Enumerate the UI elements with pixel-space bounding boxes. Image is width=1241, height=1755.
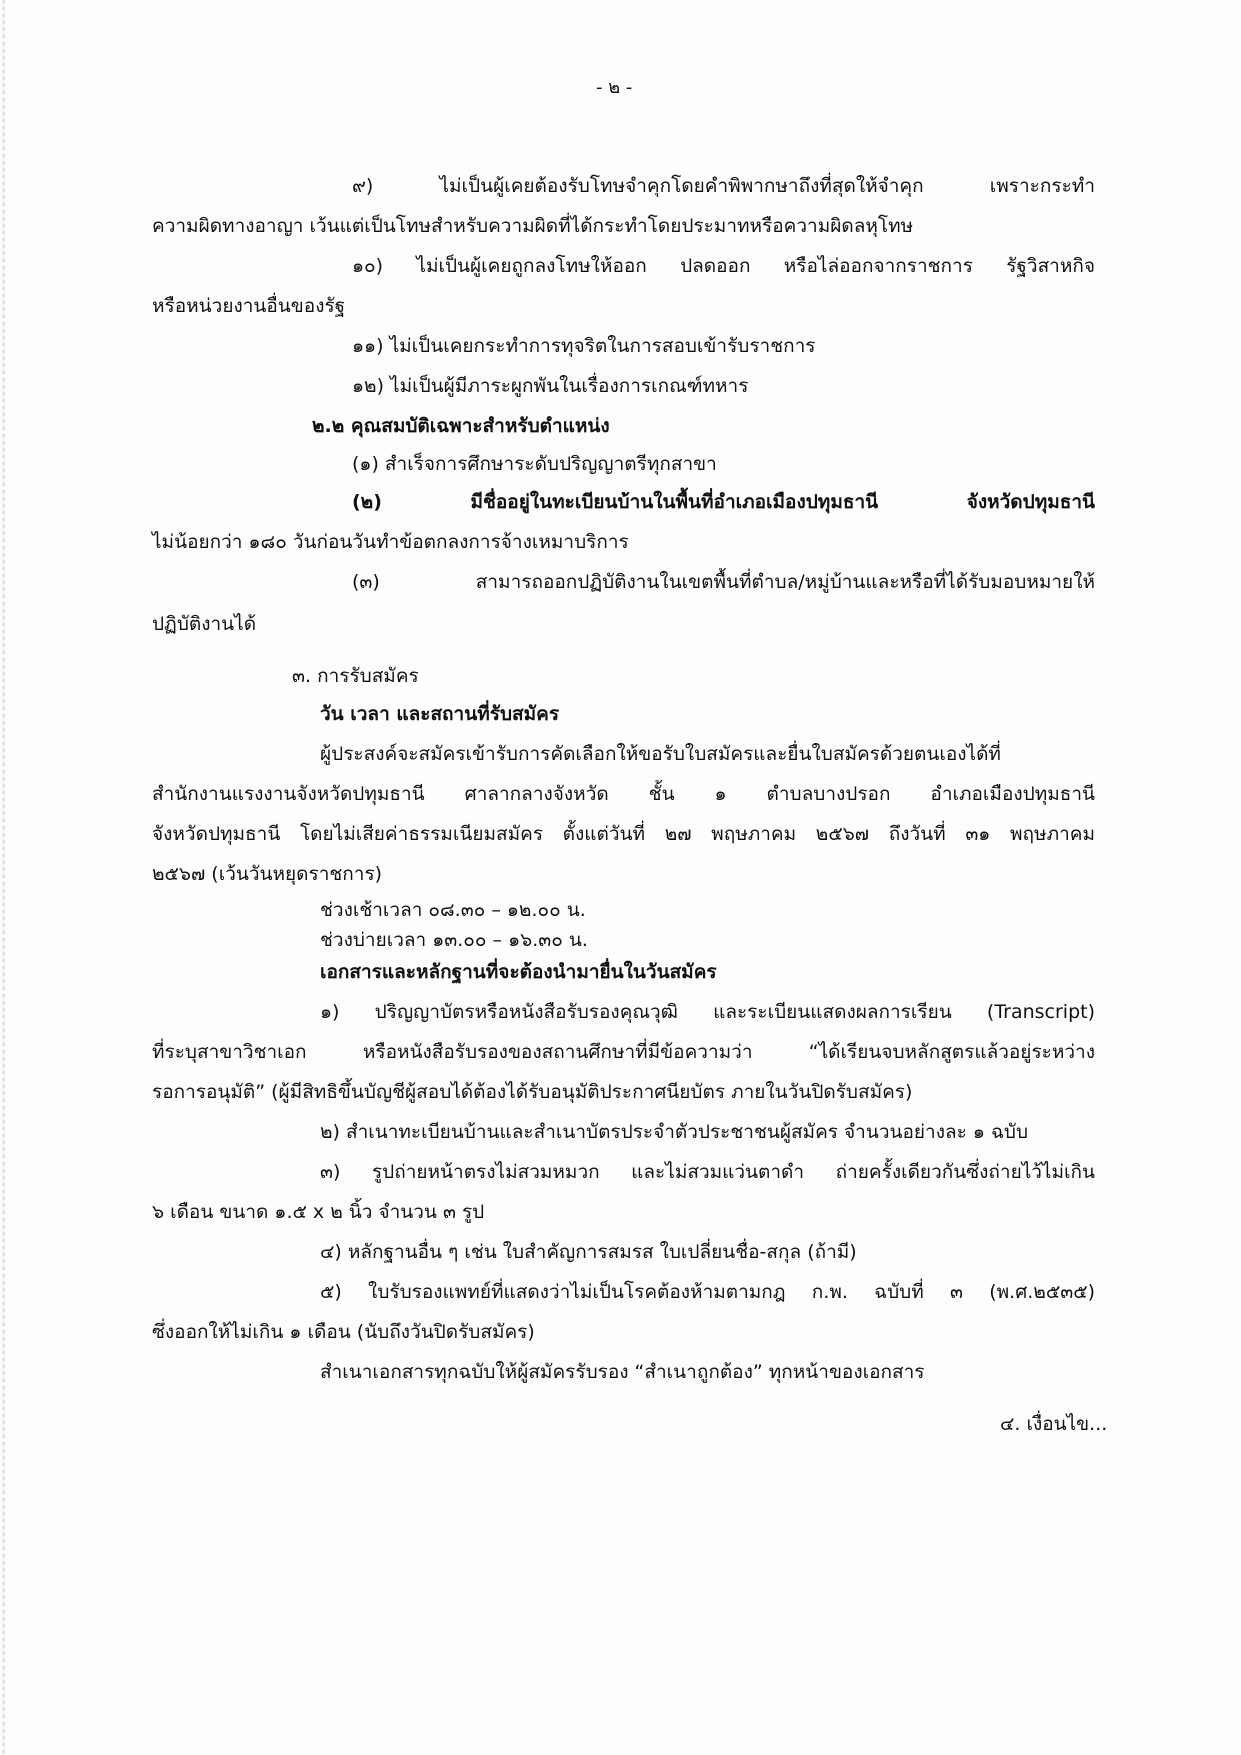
application-paragraph-line1: ผู้ประสงค์จะสมัครเข้ารับการคัดเลือกให้ขอรับใบสมัครและยื่นใบสมัครด้วยตนเองได้ที่ bbox=[320, 743, 1001, 765]
application-paragraph-line4: ๒๕๖๗ (เว้นวันหยุดราชการ) bbox=[152, 863, 383, 885]
document-item-3-line1: ๓) รูปถ่ายหน้าตรงไม่สวมหมวก และไม่สวมแว่นตาดำ ถ่ายครั้งเดียวกันซึ่งถ่ายไว้ไม่เกิน bbox=[320, 1161, 1095, 1183]
afternoon-hours: ช่วงบ่ายเวลา ๑๓.๐๐ – ๑๖.๓๐ น. bbox=[320, 929, 588, 951]
qualification-item-11: ๑๑) ไม่เป็นเคยกระทำการทุจริตในการสอบเข้ารับราชการ bbox=[352, 335, 816, 357]
qualification-item-10-line1: ๑๐) ไม่เป็นผู้เคยถูกลงโทษให้ออก ปลดออก หรือไล่ออกจากราชการ รัฐวิสาหกิจ bbox=[352, 255, 1095, 277]
document-item-5-line2: ซึ่งออกให้ไม่เกิน ๑ เดือน (นับถึงวันปิดรับสมัคร) bbox=[152, 1321, 535, 1343]
qualification-item-10-line2: หรือหน่วยงานอื่นของรัฐ bbox=[152, 295, 346, 317]
document-item-4: ๔) หลักฐานอื่น ๆ เช่น ใบสำคัญการสมรส ใบเปลี่ยนชื่อ-สกุล (ถ้ามี) bbox=[320, 1241, 857, 1263]
document-item-2: ๒) สำเนาทะเบียนบ้านและสำเนาบัตรประจำตัวประชาชนผู้สมัคร จำนวนอย่างละ ๑ ฉบับ bbox=[320, 1121, 1029, 1143]
position-item-2-line1: (๒) มีชื่ออยู่ในทะเบียนบ้านในพื้นที่อำเภอเมืองปทุมธานี จังหวัดปทุมธานี bbox=[352, 491, 1095, 513]
document-item-1-line1: ๑) ปริญญาบัตรหรือหนังสือรับรองคุณวุฒิ และระเบียนแสดงผลการเรียน (Transcript) bbox=[320, 1001, 1095, 1023]
document-item-5-line1: ๕) ใบรับรองแพทย์ที่แสดงว่าไม่เป็นโรคต้องห้ามตามกฎ ก.พ. ฉบับที่ ๓ (พ.ศ.๒๕๓๕) bbox=[320, 1281, 1095, 1303]
qualification-item-9-line2: ความผิดทางอาญา เว้นแต่เป็นโทษสำหรับความผิดที่ได้กระทำโดยประมาทหรือความผิดลหุโทษ bbox=[152, 215, 914, 237]
position-item-1: (๑) สำเร็จการศึกษาระดับปริญญาตรีทุกสาขา bbox=[352, 453, 717, 475]
certify-note: สำเนาเอกสารทุกฉบับให้ผู้สมัครรับรอง “สำเนาถูกต้อง” ทุกหน้าของเอกสาร bbox=[320, 1361, 925, 1383]
document-item-3-line2: ๖ เดือน ขนาด ๑.๕ x ๒ นิ้ว จำนวน ๓ รูป bbox=[152, 1201, 485, 1223]
position-item-2-line2: ไม่น้อยกว่า ๑๘๐ วันก่อนวันทำข้อตกลงการจ้างเหมาบริการ bbox=[152, 531, 629, 553]
morning-hours: ช่วงเช้าเวลา ๐๘.๓๐ – ๑๒.๐๐ น. bbox=[320, 899, 586, 921]
qualification-item-9-line1: ๙) ไม่เป็นผู้เคยต้องรับโทษจำคุกโดยคำพิพากษาถึงที่สุดให้จำคุก เพราะกระทำ bbox=[352, 175, 1095, 197]
position-qualifications-heading: ๒.๒ คุณสมบัติเฉพาะสำหรับตำแหน่ง bbox=[312, 415, 610, 437]
position-item-3-line2: ปฏิบัติงานได้ bbox=[152, 613, 257, 635]
page-number: - ๒ - bbox=[596, 77, 633, 98]
qualification-item-12: ๑๒) ไม่เป็นผู้มีภาระผูกพันในเรื่องการเกณฑ์ทหาร bbox=[352, 375, 749, 397]
application-paragraph-line2: สำนักงานแรงงานจังหวัดปทุมธานี ศาลากลางจังหวัด ชั้น ๑ ตำบลบางปรอก อำเภอเมืองปทุมธานี bbox=[152, 783, 1095, 805]
scan-edge-decoration bbox=[2, 0, 5, 1755]
application-subheading: วัน เวลา และสถานที่รับสมัคร bbox=[320, 703, 560, 725]
continuation-marker: ๔. เงื่อนไข... bbox=[1000, 1413, 1108, 1435]
application-paragraph-line3: จังหวัดปทุมธานี โดยไม่เสียค่าธรรมเนียมสมัคร ตั้งแต่วันที่ ๒๗ พฤษภาคม ๒๕๖๗ ถึงวันที่ ๓๑ พฤษภาคม bbox=[152, 823, 1095, 845]
document-item-1-line2: ที่ระบุสาขาวิชาเอก หรือหนังสือรับรองของสถานศึกษาที่มีข้อความว่า “ได้เรียนจบหลักสูตรแล้วอยู่ระหว่าง bbox=[152, 1041, 1095, 1063]
position-item-3-line1: (๓) สามารถออกปฏิบัติงานในเขตพื้นที่ตำบล/หมู่บ้านและหรือที่ได้รับมอบหมายให้ bbox=[352, 571, 1095, 593]
documents-heading: เอกสารและหลักฐานที่จะต้องนำมายื่นในวันสมัคร bbox=[320, 961, 717, 983]
application-heading: ๓. การรับสมัคร bbox=[292, 665, 419, 687]
document-item-1-line3: รอการอนุมัติ” (ผู้มีสิทธิขึ้นบัญชีผู้สอบได้ต้องได้รับอนุมัติประกาศนียบัตร ภายในวันปิดรับสมัคร) bbox=[152, 1081, 913, 1103]
